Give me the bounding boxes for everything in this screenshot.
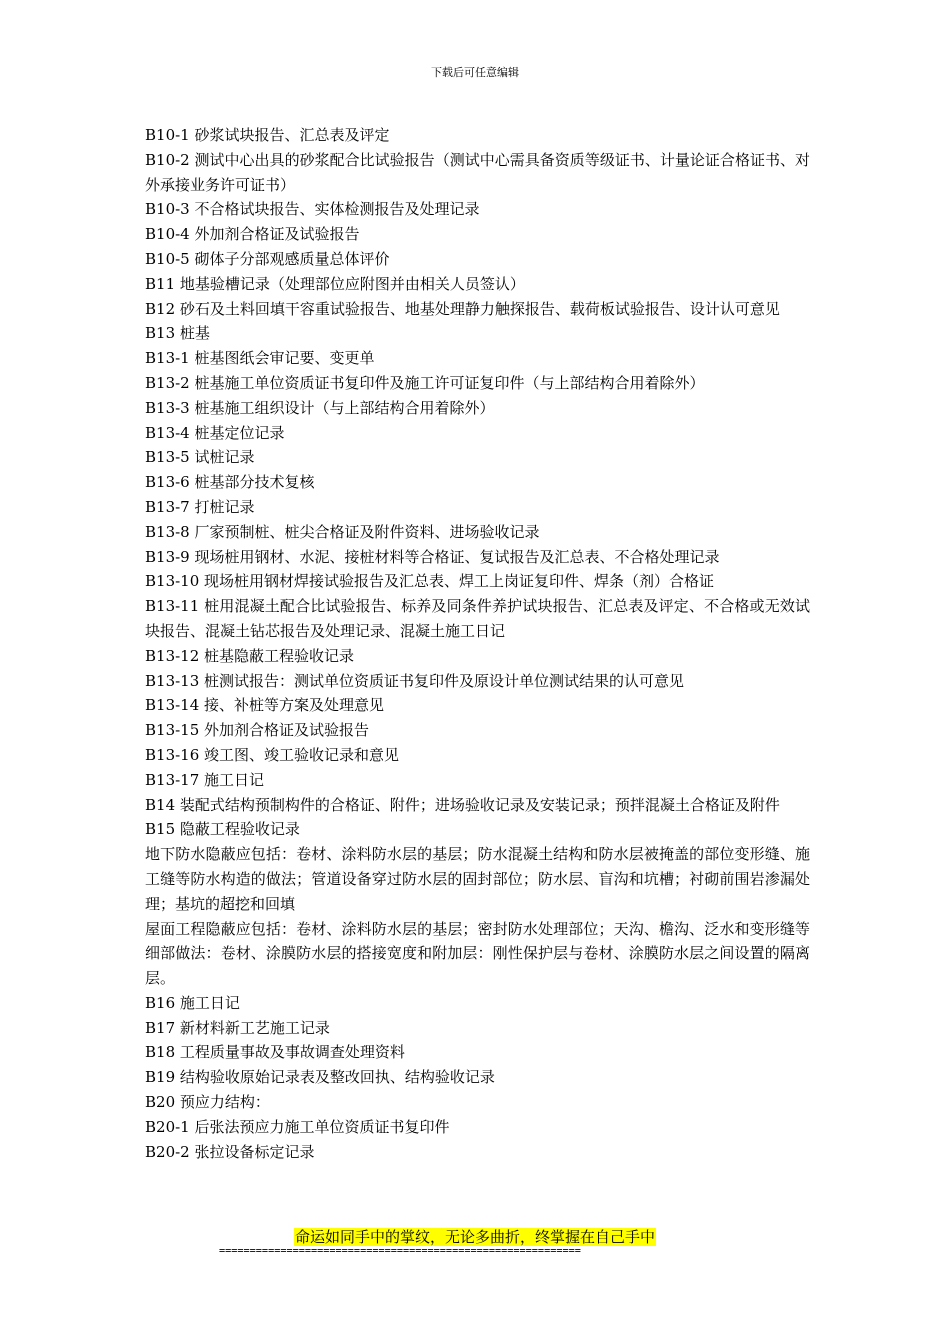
paragraph: B13-12 桩基隐蔽工程验收记录	[145, 646, 355, 665]
paragraph: B12 砂石及土料回填干容重试验报告、地基处理静力触探报告、载荷板试验报告、设计认可意见	[145, 299, 780, 318]
paragraph: B13-6 桩基部分技术复核	[145, 473, 315, 492]
paragraph: B13-16 竣工图、竣工验收记录和意见	[145, 745, 400, 764]
paragraph: B13-10 现场桩用钢材焊接试验报告及汇总表、焊工上岗证复印件、焊条（剂）合格证	[145, 572, 715, 591]
paragraph: B14 装配式结构预制构件的合格证、附件；进场验收记录及安装记录；预拌混凝土合格证及附件	[145, 795, 780, 814]
paragraph: B13 桩基	[145, 324, 210, 343]
paragraph: B15 隐蔽工程验收记录	[145, 820, 300, 839]
paragraph: B13-14 接、补桩等方案及处理意见	[145, 696, 385, 715]
paragraph: B13-15 外加剂合格证及试验报告	[145, 721, 370, 740]
paragraph: B13-2 桩基施工单位资质证书复印件及施工许可证复印件（与上部结构合用着除外）	[145, 373, 705, 392]
paragraph: B13-1 桩基图纸会审记要、变更单	[145, 349, 375, 368]
paragraph: B13-8 厂家预制桩、桩尖合格证及附件资料、进场验收记录	[145, 522, 540, 541]
paragraph: B20-2 张拉设备标定记录	[145, 1142, 315, 1161]
paragraph: B20 预应力结构：	[145, 1093, 270, 1112]
paragraph: B13-3 桩基施工组织设计（与上部结构合用着除外）	[145, 398, 495, 417]
footer-divider: ===========================================================	[219, 1246, 581, 1257]
paragraph: B18 工程质量事故及事故调查处理资料	[145, 1043, 405, 1062]
paragraph: B13-7 打桩记录	[145, 497, 255, 516]
paragraph: 屋面工程隐蔽应包括：卷材、涂料防水层的基层；密封防水处理部位；天沟、檐沟、泛水和变形缝等细部做法：卷材、涂膜防水层的搭接宽度和附加层：刚性保护层与卷材、涂膜防水层之间设置的隔离层。	[145, 919, 810, 988]
highlighted-motto-text: 命运如同手中的掌纹，无论多曲折，终掌握在自己手中	[294, 1228, 655, 1246]
paragraph: B13-17 施工日记	[145, 770, 265, 789]
paragraph: 地下防水隐蔽应包括：卷材、涂料防水层的基层；防水混凝土结构和防水层被掩盖的部位变形缝、施工缝等防水构造的做法；管道设备穿过防水层的固封部位；防水层、盲沟和坑槽；衬砌前围岩渗漏处理；基坑的超挖和回填	[145, 845, 810, 913]
paragraph: B13-9 现场桩用钢材、水泥、接桩材料等合格证、复试报告及汇总表、不合格处理记录	[145, 547, 720, 566]
paragraph: B10-1 砂浆试块报告、汇总表及评定	[145, 126, 390, 144]
page-header: 下载后可任意编辑	[431, 66, 519, 79]
paragraph: B11 地基验槽记录（处理部位应附图并由相关人员签认）	[145, 274, 525, 293]
paragraph: B13-13 桩测试报告：测试单位资质证书复印件及原设计单位测试结果的认可意见	[145, 671, 685, 690]
document-body	[145, 123, 810, 1164]
paragraph: B13-5 试桩记录	[145, 448, 255, 467]
paragraph: B16 施工日记	[145, 993, 240, 1012]
paragraph: B13-11 桩用混凝土配合比试验报告、标养及同条件养护试块报告、汇总表及评定、不合格或无效试块报告、混凝土钻芯报告及处理记录、混凝土施工日记	[145, 597, 810, 640]
paragraph: B10-4 外加剂合格证及试验报告	[145, 225, 360, 244]
paragraph: B10-3 不合格试块报告、实体检测报告及处理记录	[145, 200, 480, 219]
paragraph: B10-2 测试中心出具的砂浆配合比试验报告（测试中心需具备资质等级证书、计量论证合格证书、对外承接业务许可证书）	[145, 150, 810, 194]
paragraph: B20-1 后张法预应力施工单位资质证书复印件	[145, 1117, 450, 1136]
paragraph: B13-4 桩基定位记录	[145, 423, 285, 442]
paragraph: B17 新材料新工艺施工记录	[145, 1018, 330, 1037]
paragraph: B19 结构验收原始记录表及整改回执、结构验收记录	[145, 1068, 495, 1087]
paragraph: B10-5 砌体子分部观感质量总体评价	[145, 249, 390, 268]
